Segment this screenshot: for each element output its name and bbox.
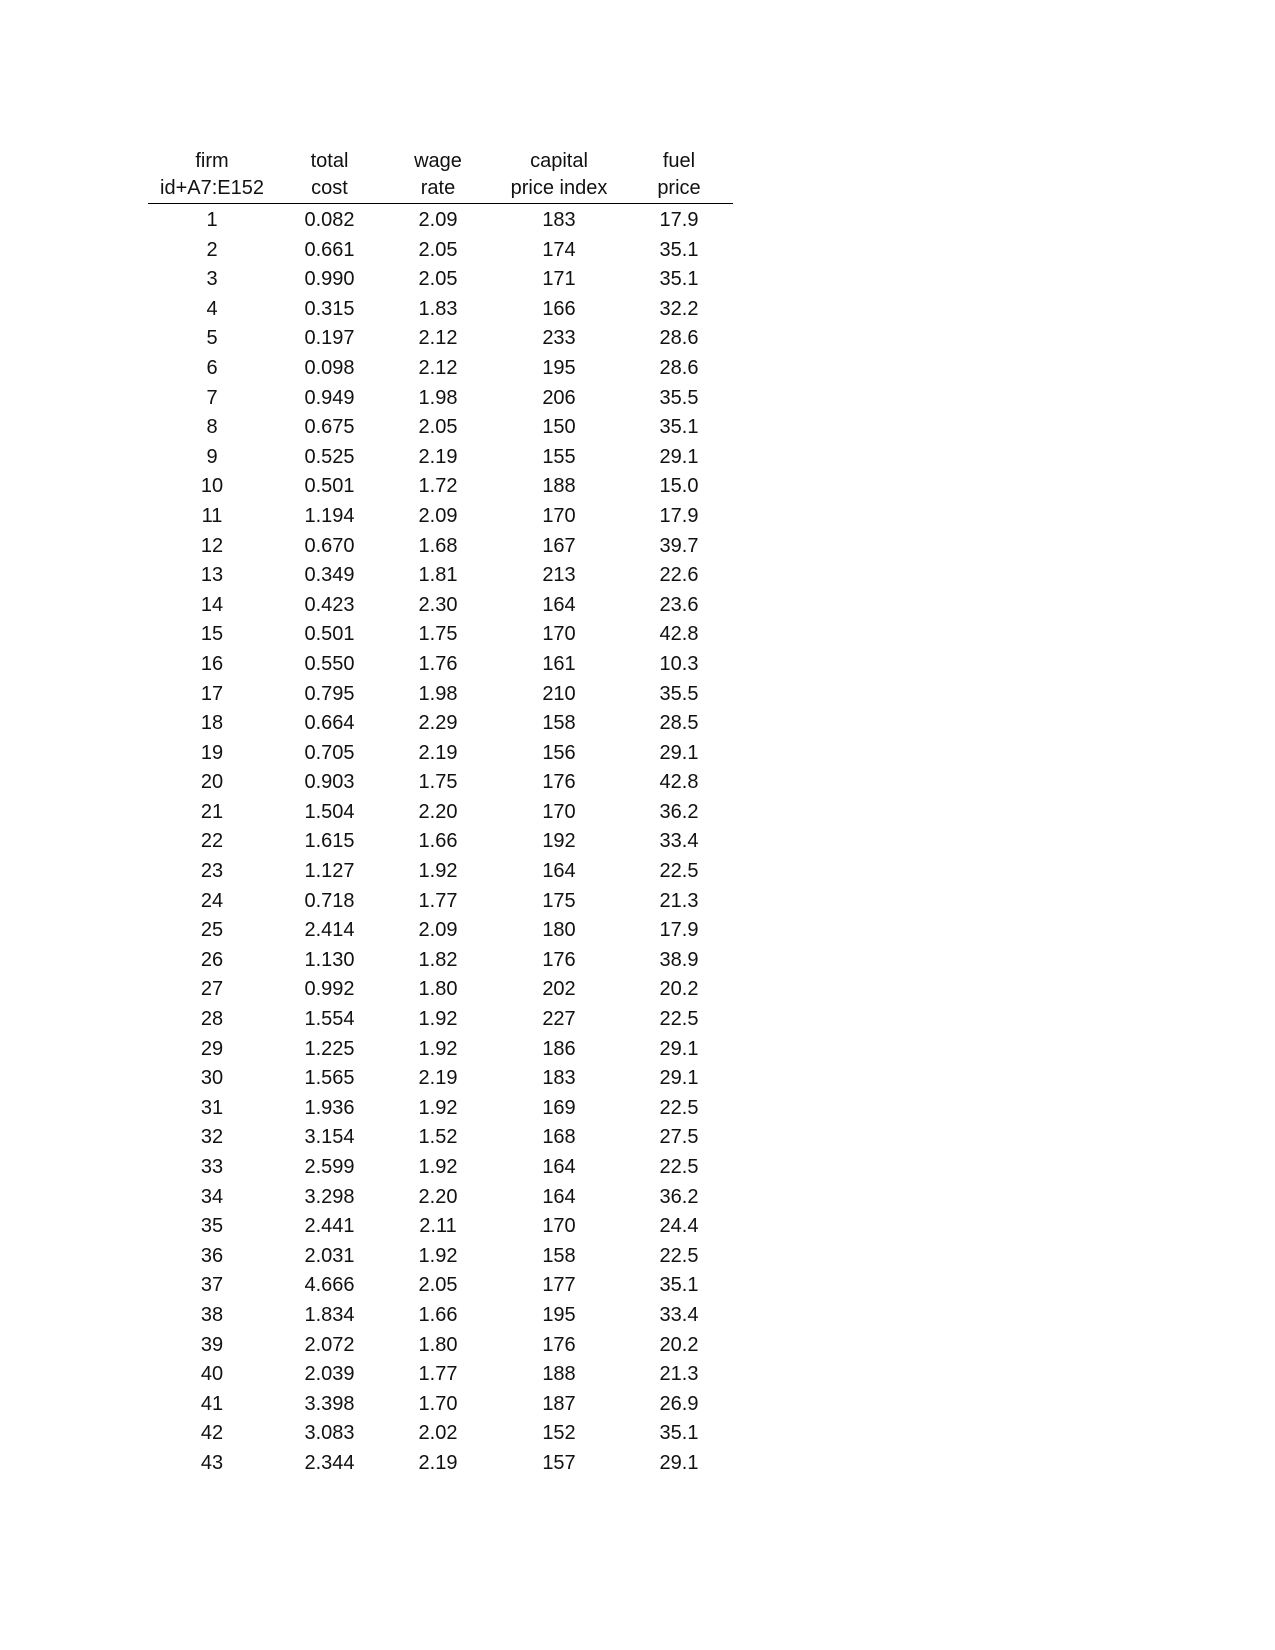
cell-total-cost: 1.565 [304, 1067, 355, 1090]
cell-capital-price-index: 168 [542, 1126, 576, 1149]
header-total-cost-line2: cost [276, 175, 383, 204]
cell-fuel-price: 21.3 [659, 889, 699, 912]
table-row [148, 443, 733, 473]
cell-firm-id: 29 [200, 1037, 224, 1060]
cell-fuel-price: 29.1 [659, 741, 699, 764]
cell-wage-rate: 1.77 [418, 889, 458, 912]
cell-fuel-price: 17.9 [659, 209, 699, 231]
cell-capital-price-index: 188 [542, 1363, 576, 1386]
cell-firm-id: 17 [200, 682, 224, 705]
cell-capital-price-index: 176 [542, 1333, 576, 1356]
cell-fuel-price: 35.1 [659, 416, 699, 439]
table-row [148, 1183, 733, 1213]
cell-wage-rate: 1.92 [418, 860, 458, 883]
cell-wage-rate: 2.19 [418, 1451, 458, 1474]
cell-firm-id: 12 [200, 534, 224, 557]
cell-firm-id: 19 [200, 741, 224, 764]
cell-wage-rate: 1.92 [418, 1244, 458, 1267]
cell-fuel-price: 22.6 [659, 564, 699, 587]
cell-firm-id: 43 [200, 1451, 224, 1474]
cell-total-cost: 3.298 [304, 1185, 355, 1208]
table-row [148, 532, 733, 562]
cell-total-cost: 0.718 [304, 889, 355, 912]
table-row [148, 1005, 733, 1035]
cell-firm-id: 31 [200, 1096, 224, 1119]
cell-capital-price-index: 192 [542, 830, 576, 853]
cell-capital-price-index: 164 [542, 860, 576, 883]
cell-capital-price-index: 166 [542, 297, 576, 320]
cell-firm-id: 37 [200, 1274, 224, 1297]
cell-wage-rate: 2.12 [418, 327, 458, 350]
cell-total-cost: 0.664 [304, 712, 355, 735]
table-row [148, 502, 733, 532]
cell-firm-id: 33 [200, 1156, 224, 1178]
cell-capital-price-index: 177 [542, 1274, 576, 1297]
table-row [148, 324, 733, 354]
cell-capital-price-index: 227 [542, 1008, 576, 1031]
cell-wage-rate: 1.52 [418, 1126, 458, 1149]
cell-total-cost: 0.423 [304, 593, 355, 616]
cell-total-cost: 1.936 [304, 1096, 355, 1119]
cell-total-cost: 1.504 [304, 800, 355, 823]
table-row [148, 1301, 733, 1331]
header-wage-rate-line2: rate [383, 175, 493, 204]
cell-capital-price-index: 152 [542, 1422, 576, 1445]
cell-fuel-price: 26.9 [659, 1392, 699, 1415]
cell-wage-rate: 2.09 [418, 504, 458, 527]
cell-capital-price-index: 210 [542, 682, 576, 705]
cell-total-cost: 0.098 [304, 356, 355, 379]
cell-fuel-price: 29.1 [659, 1037, 699, 1060]
cell-total-cost: 1.834 [304, 1303, 355, 1326]
cell-total-cost: 1.194 [304, 504, 355, 527]
table-row [148, 413, 733, 443]
cell-firm-id: 7 [206, 386, 218, 409]
cell-wage-rate: 2.02 [418, 1422, 458, 1445]
cell-wage-rate: 1.80 [418, 978, 458, 1001]
table-row [148, 236, 733, 266]
cell-total-cost: 0.990 [304, 268, 355, 291]
cell-total-cost: 0.315 [304, 297, 355, 320]
cell-firm-id: 24 [200, 889, 224, 912]
cell-capital-price-index: 187 [542, 1392, 576, 1415]
cell-wage-rate: 2.09 [418, 919, 458, 942]
cell-fuel-price: 22.5 [659, 1156, 699, 1178]
cell-firm-id: 5 [206, 327, 218, 350]
header-wage-rate-line1: wage [414, 150, 462, 172]
cell-fuel-price: 28.6 [659, 327, 699, 350]
cell-wage-rate: 1.75 [418, 623, 458, 646]
cell-wage-rate: 2.20 [418, 1185, 458, 1208]
cell-total-cost: 3.398 [304, 1392, 355, 1415]
cell-fuel-price: 42.8 [659, 771, 699, 794]
cell-capital-price-index: 183 [542, 1067, 576, 1090]
cell-firm-id: 4 [206, 297, 218, 320]
cell-total-cost: 2.344 [304, 1451, 355, 1474]
cell-total-cost: 0.992 [304, 978, 355, 1001]
cell-fuel-price: 22.5 [659, 860, 699, 883]
cell-firm-id: 8 [206, 416, 218, 439]
table-row [148, 265, 733, 295]
cell-total-cost: 2.072 [304, 1333, 355, 1356]
cell-firm-id: 3 [206, 268, 218, 291]
cell-capital-price-index: 170 [542, 504, 576, 527]
cell-fuel-price: 29.1 [659, 1067, 699, 1090]
cell-capital-price-index: 183 [542, 209, 576, 231]
cell-fuel-price: 22.5 [659, 1096, 699, 1119]
cell-capital-price-index: 195 [542, 1303, 576, 1326]
cell-firm-id: 32 [200, 1126, 224, 1149]
cell-wage-rate: 1.81 [418, 564, 458, 587]
table-row [148, 768, 733, 798]
cell-fuel-price: 42.8 [659, 623, 699, 646]
cell-firm-id: 1 [206, 209, 218, 231]
cell-total-cost: 0.082 [304, 209, 355, 231]
cell-total-cost: 2.441 [304, 1215, 355, 1238]
cell-wage-rate: 1.92 [418, 1096, 458, 1119]
cell-wage-rate: 1.66 [418, 830, 458, 853]
cell-fuel-price: 33.4 [659, 830, 699, 853]
cell-firm-id: 6 [206, 356, 218, 379]
cell-firm-id: 30 [200, 1067, 224, 1090]
cell-wage-rate: 2.05 [418, 416, 458, 439]
table-row [148, 650, 733, 680]
cell-wage-rate: 2.19 [418, 1067, 458, 1090]
cell-total-cost: 0.903 [304, 771, 355, 794]
table-row [148, 384, 733, 414]
header-firm-line2: id+A7:E152 [148, 175, 276, 204]
cell-capital-price-index: 188 [542, 475, 576, 498]
cell-capital-price-index: 169 [542, 1096, 576, 1119]
cell-capital-price-index: 157 [542, 1451, 576, 1474]
cell-fuel-price: 35.1 [659, 1274, 699, 1297]
cell-wage-rate: 1.76 [418, 652, 458, 675]
table-row [148, 1035, 733, 1065]
cell-firm-id: 21 [200, 800, 224, 823]
cell-wage-rate: 2.09 [418, 209, 458, 231]
cell-firm-id: 39 [200, 1333, 224, 1356]
data-table [148, 148, 733, 1479]
cell-total-cost: 0.525 [304, 445, 355, 468]
table-row [148, 916, 733, 946]
cell-fuel-price: 36.2 [659, 800, 699, 823]
cell-firm-id: 10 [200, 475, 224, 498]
cell-wage-rate: 2.19 [418, 741, 458, 764]
cell-wage-rate: 1.82 [418, 948, 458, 971]
cell-capital-price-index: 161 [542, 652, 576, 675]
cell-total-cost: 2.414 [304, 919, 355, 942]
cell-capital-price-index: 170 [542, 1215, 576, 1238]
cell-wage-rate: 2.12 [418, 356, 458, 379]
cell-wage-rate: 2.30 [418, 593, 458, 616]
cell-total-cost: 2.039 [304, 1363, 355, 1386]
table-row [148, 1094, 733, 1124]
cell-total-cost: 2.031 [304, 1244, 355, 1267]
cell-capital-price-index: 180 [542, 919, 576, 942]
cell-capital-price-index: 170 [542, 800, 576, 823]
cell-firm-id: 2 [206, 238, 218, 261]
cell-fuel-price: 17.9 [659, 504, 699, 527]
cell-fuel-price: 22.5 [659, 1008, 699, 1031]
cell-wage-rate: 2.05 [418, 268, 458, 291]
cell-wage-rate: 1.72 [418, 475, 458, 498]
cell-fuel-price: 35.1 [659, 1422, 699, 1445]
table-row [148, 1123, 733, 1153]
cell-capital-price-index: 158 [542, 1244, 576, 1267]
cell-fuel-price: 35.1 [659, 238, 699, 261]
cell-capital-price-index: 186 [542, 1037, 576, 1060]
cell-capital-price-index: 176 [542, 771, 576, 794]
table-row [148, 472, 733, 502]
cell-capital-price-index: 164 [542, 593, 576, 616]
cell-fuel-price: 20.2 [659, 978, 699, 1001]
cell-capital-price-index: 164 [542, 1185, 576, 1208]
cell-total-cost: 3.083 [304, 1422, 355, 1445]
cell-total-cost: 0.675 [304, 416, 355, 439]
table-row [148, 1360, 733, 1390]
cell-fuel-price: 36.2 [659, 1185, 699, 1208]
cell-capital-price-index: 206 [542, 386, 576, 409]
cell-firm-id: 27 [200, 978, 224, 1001]
cell-capital-price-index: 195 [542, 356, 576, 379]
table-row [148, 887, 733, 917]
table-row [148, 591, 733, 621]
cell-wage-rate: 1.83 [418, 297, 458, 320]
header-capital-price-index-line2: price index [493, 175, 625, 204]
cell-firm-id: 41 [200, 1392, 224, 1415]
header-capital-price-index-line1: capital [530, 150, 588, 172]
cell-wage-rate: 1.66 [418, 1303, 458, 1326]
cell-total-cost: 0.670 [304, 534, 355, 557]
cell-fuel-price: 23.6 [659, 593, 699, 616]
cell-wage-rate: 1.80 [418, 1333, 458, 1356]
header-firm-line1: firm [195, 150, 229, 172]
table-row [148, 1212, 733, 1242]
cell-wage-rate: 1.98 [418, 682, 458, 705]
cell-wage-rate: 1.98 [418, 386, 458, 409]
cell-capital-price-index: 176 [542, 948, 576, 971]
cell-total-cost: 1.127 [304, 860, 355, 883]
cell-fuel-price: 15.0 [659, 475, 699, 498]
cell-capital-price-index: 150 [542, 416, 576, 439]
cell-total-cost: 0.949 [304, 386, 355, 409]
table-row [148, 204, 733, 236]
cell-fuel-price: 17.9 [659, 919, 699, 942]
cell-total-cost: 0.661 [304, 238, 355, 261]
cell-capital-price-index: 156 [542, 741, 576, 764]
cell-firm-id: 35 [200, 1215, 224, 1238]
table-row [148, 620, 733, 650]
cell-firm-id: 28 [200, 1008, 224, 1031]
cell-total-cost: 0.705 [304, 741, 355, 764]
cell-fuel-price: 10.3 [659, 652, 699, 675]
cell-firm-id: 38 [200, 1303, 224, 1326]
cell-firm-id: 25 [200, 919, 224, 942]
cell-fuel-price: 33.4 [659, 1303, 699, 1326]
table-row [148, 1449, 733, 1479]
cell-firm-id: 23 [200, 860, 224, 883]
cell-fuel-price: 39.7 [659, 534, 699, 557]
cell-firm-id: 22 [200, 830, 224, 853]
cell-wage-rate: 2.05 [418, 1274, 458, 1297]
cell-firm-id: 13 [200, 564, 224, 587]
cell-capital-price-index: 170 [542, 623, 576, 646]
cell-total-cost: 1.225 [304, 1037, 355, 1060]
cell-total-cost: 0.197 [304, 327, 355, 350]
cell-firm-id: 9 [206, 445, 218, 468]
cell-firm-id: 11 [201, 504, 223, 527]
cell-firm-id: 40 [200, 1363, 224, 1386]
cell-capital-price-index: 171 [542, 268, 576, 291]
cell-wage-rate: 2.20 [418, 800, 458, 823]
cell-total-cost: 2.599 [304, 1156, 355, 1178]
cell-firm-id: 42 [200, 1422, 224, 1445]
cell-fuel-price: 21.3 [659, 1363, 699, 1386]
cell-fuel-price: 24.4 [659, 1215, 699, 1238]
cell-firm-id: 18 [200, 712, 224, 735]
table-header [148, 148, 733, 204]
cell-total-cost: 1.554 [304, 1008, 355, 1031]
cell-wage-rate: 1.92 [418, 1037, 458, 1060]
table-row [148, 1331, 733, 1361]
cell-total-cost: 0.349 [304, 564, 355, 587]
cell-wage-rate: 2.05 [418, 238, 458, 261]
cell-capital-price-index: 202 [542, 978, 576, 1001]
table-row [148, 827, 733, 857]
table-row [148, 1271, 733, 1301]
table-row [148, 946, 733, 976]
cell-fuel-price: 28.6 [659, 356, 699, 379]
cell-wage-rate: 2.11 [419, 1215, 457, 1238]
table-row [148, 739, 733, 769]
cell-fuel-price: 29.1 [659, 445, 699, 468]
cell-firm-id: 16 [200, 652, 224, 675]
cell-fuel-price: 29.1 [659, 1451, 699, 1474]
table-row [148, 857, 733, 887]
cell-fuel-price: 28.5 [659, 712, 699, 735]
table-row [148, 295, 733, 325]
cell-fuel-price: 35.5 [659, 682, 699, 705]
header-total-cost-line1: total [310, 150, 349, 172]
cell-total-cost: 0.501 [304, 475, 355, 498]
table-row [148, 709, 733, 739]
header-fuel-price-line2: price [625, 175, 733, 204]
data-table-container [148, 148, 733, 1479]
header-row-2 [148, 175, 733, 204]
cell-firm-id: 14 [200, 593, 224, 616]
header-row-1 [148, 148, 733, 175]
cell-capital-price-index: 167 [542, 534, 576, 557]
table-row [148, 1419, 733, 1449]
cell-firm-id: 36 [200, 1244, 224, 1267]
cell-capital-price-index: 233 [542, 327, 576, 350]
cell-total-cost: 0.501 [304, 623, 355, 646]
cell-total-cost: 0.795 [304, 682, 355, 705]
cell-firm-id: 26 [200, 948, 224, 971]
cell-wage-rate: 1.92 [418, 1008, 458, 1031]
cell-capital-price-index: 164 [542, 1156, 576, 1178]
cell-wage-rate: 1.75 [418, 771, 458, 794]
cell-total-cost: 4.666 [304, 1274, 355, 1297]
table-row [148, 975, 733, 1005]
cell-firm-id: 20 [200, 771, 224, 794]
cell-wage-rate: 1.77 [418, 1363, 458, 1386]
cell-wage-rate: 2.29 [418, 712, 458, 735]
cell-wage-rate: 2.19 [418, 445, 458, 468]
cell-wage-rate: 1.92 [418, 1156, 458, 1178]
table-row [148, 354, 733, 384]
cell-total-cost: 1.130 [304, 948, 355, 971]
cell-wage-rate: 1.68 [418, 534, 458, 557]
cell-fuel-price: 35.5 [659, 386, 699, 409]
cell-wage-rate: 1.70 [418, 1392, 458, 1415]
table-row [148, 1390, 733, 1420]
table-row [148, 1153, 733, 1183]
cell-fuel-price: 32.2 [659, 297, 699, 320]
table-row [148, 1064, 733, 1094]
cell-total-cost: 0.550 [304, 652, 355, 675]
table-row [148, 680, 733, 710]
cell-fuel-price: 20.2 [659, 1333, 699, 1356]
cell-capital-price-index: 158 [542, 712, 576, 735]
cell-fuel-price: 35.1 [659, 268, 699, 291]
table-row [148, 561, 733, 591]
cell-capital-price-index: 213 [542, 564, 576, 587]
table-row [148, 1242, 733, 1272]
cell-fuel-price: 27.5 [659, 1126, 699, 1149]
cell-fuel-price: 38.9 [659, 948, 699, 971]
cell-capital-price-index: 175 [542, 889, 576, 912]
table-body [148, 204, 733, 1479]
cell-total-cost: 1.615 [304, 830, 355, 853]
table-row [148, 798, 733, 828]
cell-capital-price-index: 155 [542, 445, 576, 468]
cell-total-cost: 3.154 [304, 1126, 355, 1149]
cell-firm-id: 34 [200, 1185, 224, 1208]
cell-firm-id: 15 [200, 623, 224, 646]
header-fuel-price-line1: fuel [662, 150, 696, 172]
cell-fuel-price: 22.5 [659, 1244, 699, 1267]
cell-capital-price-index: 174 [542, 238, 576, 261]
